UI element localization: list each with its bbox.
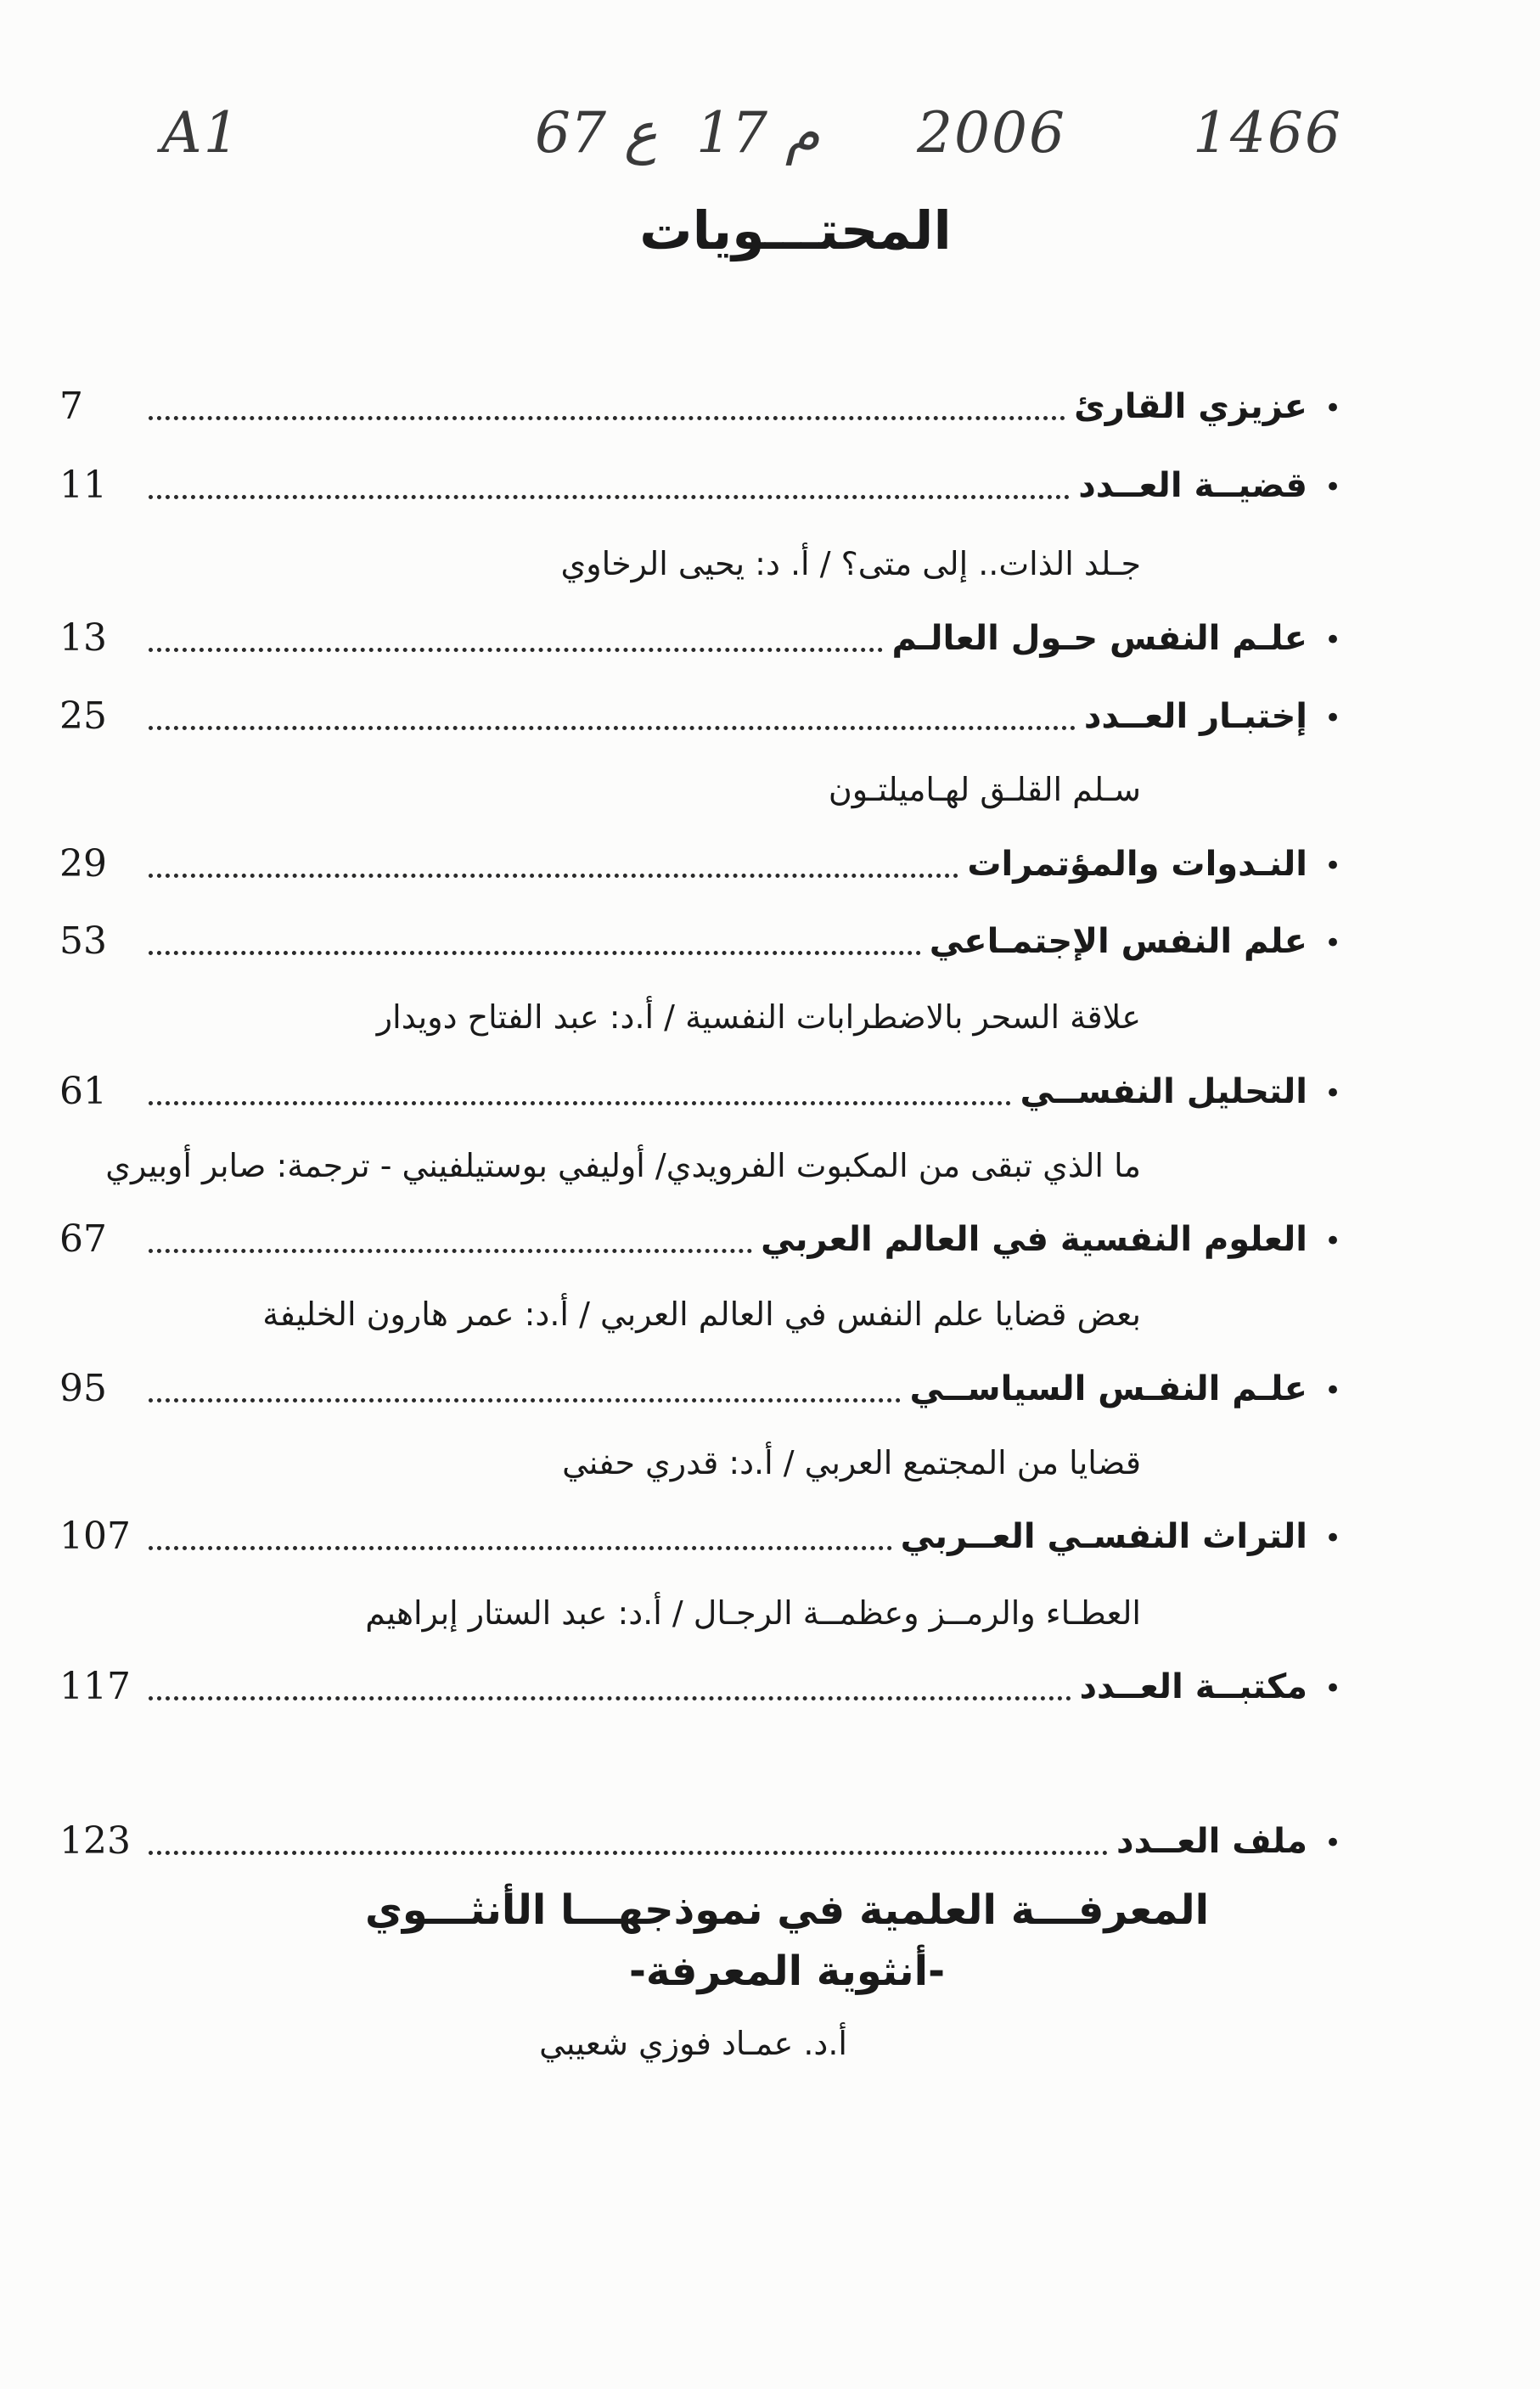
dot-leader — [149, 1695, 1071, 1700]
dot-leader — [149, 647, 883, 652]
toc-entry — [59, 913, 1350, 967]
toc-entry-page: 67 — [59, 1217, 107, 1261]
toc-entry-title: عزيزي القارئ — [1074, 387, 1307, 426]
toc-entry-title: التراث النفسـي العــربي — [900, 1517, 1307, 1556]
toc-entry — [59, 1813, 1350, 1867]
toc-entry-page: 7 — [59, 385, 83, 428]
toc-entry — [59, 610, 1350, 664]
bullet-icon: • — [1324, 470, 1342, 504]
handwritten-note-1: A1 — [161, 100, 241, 166]
toc-entry-subtitle: سـلم القلـق لهـاميلتـون — [828, 771, 1141, 808]
toc-entry — [59, 835, 1350, 890]
dot-leader — [149, 494, 1070, 499]
toc-entry — [59, 688, 1350, 742]
toc-entry-subtitle: قضايا من المجتمع العربي / أ.د: قدري حفني — [562, 1444, 1141, 1481]
toc-entry-subtitle: العطـاء والرمــز وعظمــة الرجـال / أ.د: عبد الستار إبراهيم — [365, 1594, 1141, 1632]
toc-entry-title: النـدوات والمؤتمرات — [967, 845, 1307, 884]
page-title — [0, 200, 1540, 261]
toc-entry-page: 25 — [59, 694, 107, 738]
toc-entry-title: ملف العــدد — [1116, 1822, 1307, 1861]
toc-entry-subtitle: علاقة السحر بالاضطرابات النفسية / أ.د: عبد الفتاح دويدار — [376, 998, 1141, 1036]
page-title-text: المحتـــويات — [639, 200, 952, 261]
toc-entry — [59, 1508, 1350, 1562]
feature-title — [0, 1886, 1540, 1934]
dot-leader — [149, 725, 1076, 730]
bullet-icon: • — [1324, 701, 1342, 735]
dot-leader — [149, 950, 921, 955]
bullet-icon: • — [1324, 1826, 1342, 1860]
toc-entry-page: 123 — [59, 1819, 131, 1863]
handwritten-note-5: 1466 — [1193, 100, 1342, 166]
dot-leader — [149, 1545, 892, 1550]
toc-entry-title: علـم النفس حـول العالـم — [891, 619, 1307, 658]
toc-entry-page: 11 — [59, 464, 107, 507]
bullet-icon: • — [1324, 1076, 1342, 1110]
dot-leader — [149, 1100, 1011, 1105]
dot-leader — [149, 415, 1065, 420]
toc-entry-page: 95 — [59, 1367, 107, 1410]
bullet-icon: • — [1324, 1374, 1342, 1408]
bullet-icon: • — [1324, 849, 1342, 883]
toc-entry-title: العلوم النفسية في العالم العربي — [761, 1220, 1307, 1259]
toc-entry-page: 53 — [59, 919, 107, 963]
toc-entry-subtitle: ما الذي تبقى من المكبوت الفرويدي/ أوليفي بوستيلفيني - ترجمة: صابر أوبيري — [105, 1147, 1141, 1184]
handwritten-note-2: 67 ع — [535, 100, 658, 166]
toc-entry-title: قضيــة العــدد — [1078, 466, 1307, 505]
toc-entry-title: علـم النفـس السياســي — [909, 1369, 1307, 1408]
toc-entry-subtitle: بعض قضايا علم النفس في العالم العربي / أ.د: عمر هارون الخليفة — [262, 1296, 1141, 1333]
toc-entry — [59, 1658, 1350, 1712]
bullet-icon: • — [1324, 1521, 1342, 1555]
handwritten-note-3: 17 م — [696, 100, 820, 166]
feature-author: أ.د. عمـاد فوزي شعيبي — [539, 2025, 847, 2062]
feature-title-line1: المعرفـــة العلمية في نموذجهـــا الأنثـــوي — [364, 1886, 1210, 1934]
handwritten-note-4: 2006 — [917, 100, 1066, 166]
bullet-icon: • — [1324, 391, 1342, 425]
toc-entry-title: التحليل النفســي — [1020, 1072, 1307, 1111]
toc-entry-page: 13 — [59, 616, 107, 660]
toc-entry-page: 29 — [59, 842, 107, 885]
toc-entry-title: علم النفس الإجتمـاعي — [929, 922, 1307, 961]
dot-leader — [149, 1397, 901, 1402]
dot-leader — [149, 873, 958, 878]
toc-entry — [59, 457, 1350, 511]
toc-entry-title: إختبـار العــدد — [1083, 697, 1307, 736]
toc-entry — [59, 1360, 1350, 1414]
toc-entry-page: 61 — [59, 1070, 107, 1113]
toc-entry-page: 117 — [59, 1665, 131, 1708]
toc-entry — [59, 378, 1350, 432]
bullet-icon: • — [1324, 623, 1342, 657]
dot-leader — [149, 1248, 752, 1253]
toc-entry-title: مكتبــة العــدد — [1079, 1667, 1307, 1706]
dot-leader — [149, 1850, 1108, 1855]
bullet-icon: • — [1324, 926, 1342, 960]
bullet-icon: • — [1324, 1224, 1342, 1258]
feature-title-line2: -أنثوية المعرفة- — [629, 1948, 945, 1995]
toc-entry-subtitle: جـلد الذات.. إلى متى؟ / أ. د: يحيى الرخاوي — [560, 545, 1141, 582]
toc-entry — [59, 1063, 1350, 1117]
bullet-icon: • — [1324, 1672, 1342, 1706]
toc-entry-page: 107 — [59, 1515, 131, 1558]
toc-entry — [59, 1211, 1350, 1265]
feature-subtitle — [0, 1948, 1540, 1995]
